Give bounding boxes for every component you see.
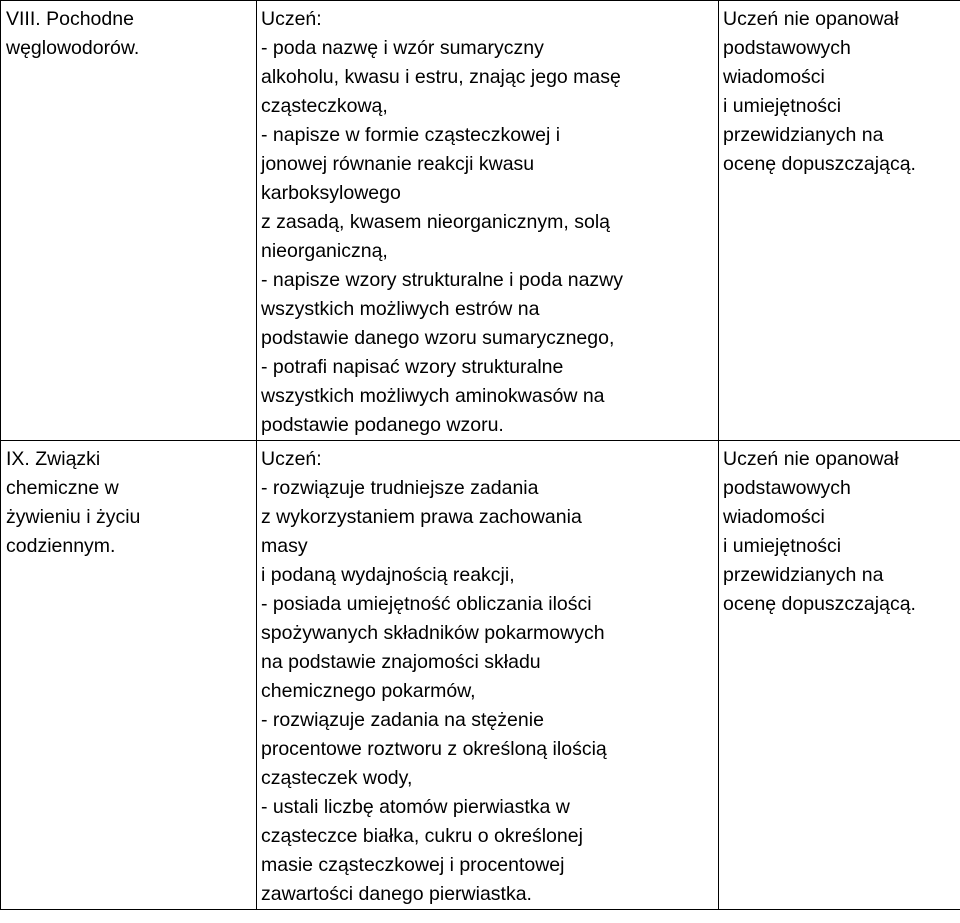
topic-line: chemiczne w bbox=[6, 477, 119, 499]
requirement-line: z wykorzystaniem prawa zachowania bbox=[261, 506, 582, 528]
requirement-line: - rozwiązuje trudniejsze zadania bbox=[261, 477, 539, 499]
requirement-line: cząsteczek wody, bbox=[261, 767, 413, 789]
requirement-line: - potrafi napisać wzory strukturalne bbox=[261, 356, 564, 378]
requirement-line: - ustali liczbę atomów pierwiastka w bbox=[261, 796, 570, 818]
requirement-line: na podstawie znajomości składu bbox=[261, 651, 541, 673]
requirement-line: podstawie danego wzoru sumarycznego, bbox=[261, 327, 615, 349]
topic-line: żywieniu i życiu bbox=[6, 506, 141, 528]
requirement-line: chemicznego pokarmów, bbox=[261, 680, 476, 702]
grade-line: wiadomości bbox=[723, 66, 825, 88]
table-row bbox=[1, 441, 960, 910]
requirement-line: - napisze w formie cząsteczkowej i bbox=[261, 124, 561, 146]
topic-line: VIII. Pochodne bbox=[6, 8, 134, 30]
grade-line: i umiejętności bbox=[723, 95, 842, 117]
grade-line: przewidzianych na bbox=[723, 124, 884, 146]
topic-line: codziennym. bbox=[6, 535, 116, 557]
requirement-line: - poda nazwę i wzór sumaryczny bbox=[261, 37, 544, 59]
grade-line: wiadomości bbox=[723, 506, 825, 528]
requirement-line: z zasadą, kwasem nieorganicznym, solą bbox=[261, 211, 610, 233]
grade-line: podstawowych bbox=[723, 477, 851, 499]
grade-line: przewidzianych na bbox=[723, 564, 884, 586]
requirement-line: nieorganiczną, bbox=[261, 240, 388, 262]
requirement-line: - posiada umiejętność obliczania ilości bbox=[261, 593, 592, 615]
requirement-line: masy bbox=[261, 535, 308, 557]
grade-line: Uczeń nie opanował bbox=[723, 8, 899, 30]
requirement-line: karboksylowego bbox=[261, 182, 401, 204]
topic-cell bbox=[1, 1, 257, 441]
requirement-line: jonowej równanie reakcji kwasu bbox=[261, 153, 535, 175]
requirements-cell bbox=[257, 1, 719, 441]
grade-cell bbox=[719, 441, 960, 910]
requirement-line: spożywanych składników pokarmowych bbox=[261, 622, 605, 644]
requirement-line: Uczeń: bbox=[261, 448, 322, 470]
grade-line: Uczeń nie opanował bbox=[723, 448, 899, 470]
grade-line: i umiejętności bbox=[723, 535, 842, 557]
requirement-line: wszystkich możliwych estrów na bbox=[261, 298, 540, 320]
table-row bbox=[1, 1, 960, 441]
grade-line: ocenę dopuszczającą. bbox=[723, 593, 916, 615]
topic-line: IX. Związki bbox=[6, 448, 101, 470]
grade-line: ocenę dopuszczającą. bbox=[723, 153, 916, 175]
requirement-line: masie cząsteczkowej i procentowej bbox=[261, 854, 565, 876]
requirement-line: zawartości danego pierwiastka. bbox=[261, 883, 532, 905]
requirement-line: alkoholu, kwasu i estru, znając jego masę bbox=[261, 66, 621, 88]
requirement-line: podstawie podanego wzoru. bbox=[261, 414, 504, 436]
requirement-line: cząsteczce białka, cukru o określonej bbox=[261, 825, 583, 847]
requirement-line: procentowe roztworu z określoną ilością bbox=[261, 738, 607, 760]
requirement-line: wszystkich możliwych aminokwasów na bbox=[261, 385, 605, 407]
requirement-line: Uczeń: bbox=[261, 8, 322, 30]
grade-cell bbox=[719, 1, 960, 441]
requirement-line: cząsteczkową, bbox=[261, 95, 388, 117]
topic-line: węglowodorów. bbox=[6, 37, 140, 59]
requirement-line: - rozwiązuje zadania na stężenie bbox=[261, 709, 544, 731]
topic-cell bbox=[1, 441, 257, 910]
requirements-cell bbox=[257, 441, 719, 910]
requirement-line: - napisze wzory strukturalne i poda nazwy bbox=[261, 269, 623, 291]
grade-line: podstawowych bbox=[723, 37, 851, 59]
requirement-line: i podaną wydajnością reakcji, bbox=[261, 564, 515, 586]
